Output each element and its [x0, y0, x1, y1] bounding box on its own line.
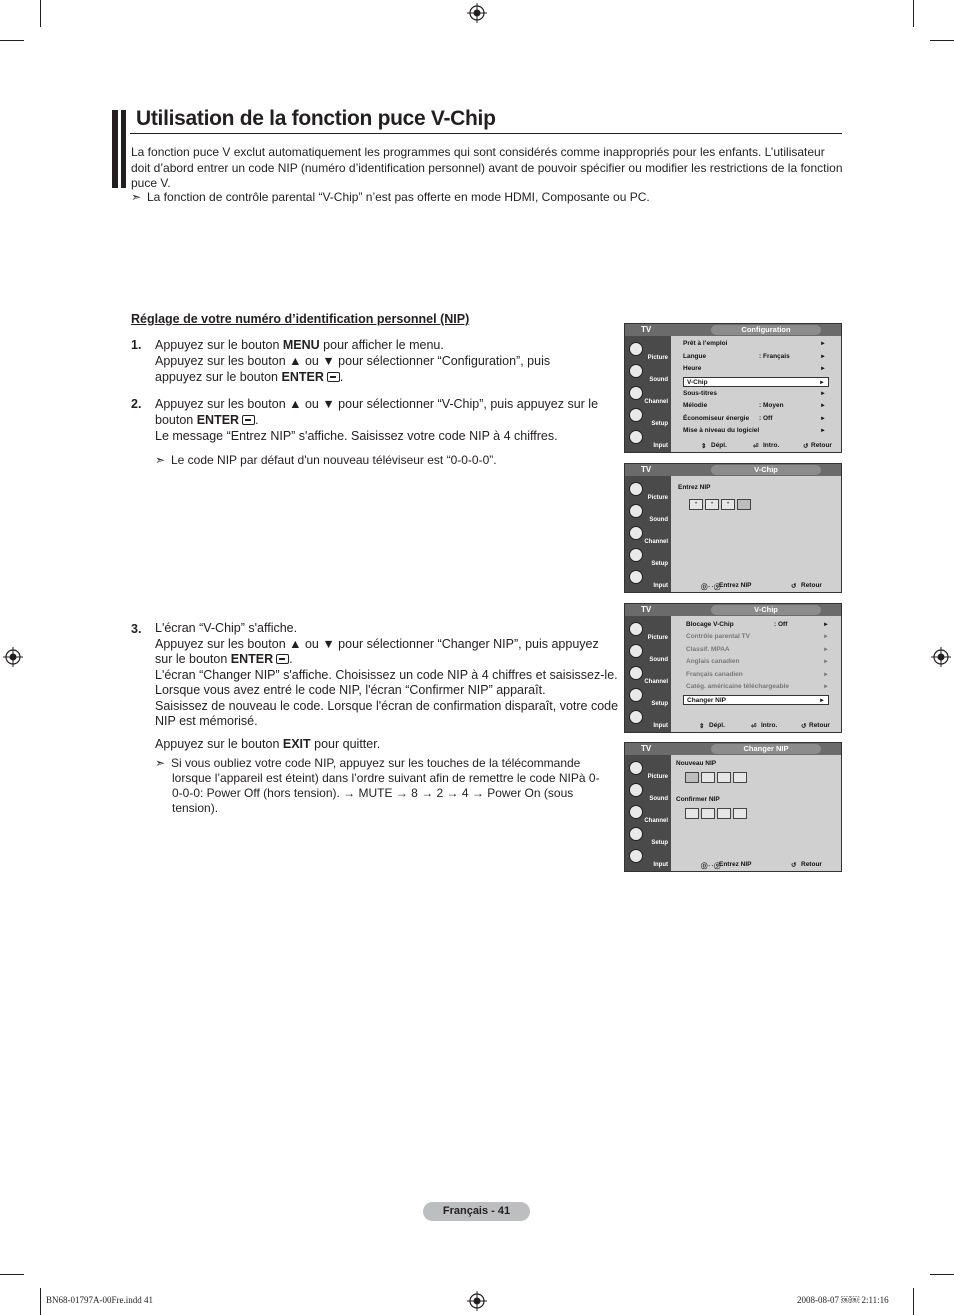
picture-icon: [629, 482, 643, 496]
number-keys-icon: ⓪‥⑨: [701, 863, 721, 870]
osd-side-channel: [625, 524, 671, 546]
osd-row-value: : Off: [759, 415, 773, 422]
title-bar-stripe: [118, 110, 121, 188]
osd-confirm-pin-label: Confirmer NIP: [676, 796, 720, 803]
osd-row-label: Langue: [683, 353, 707, 360]
osd-row: [686, 657, 832, 667]
registration-mark-icon: [467, 1291, 487, 1311]
osd-sidebar: [625, 336, 671, 452]
osd-footer: [671, 440, 841, 452]
osd-side-label: Setup: [651, 701, 668, 707]
osd-side-label: Sound: [649, 377, 668, 383]
move-icon: ⇕: [701, 443, 707, 450]
enter-icon: ⏎: [751, 723, 757, 730]
arrow-right-icon: ►: [820, 366, 826, 372]
osd-row-label: Blocage V-Chip: [686, 621, 734, 628]
osd-row-label: Catég. américaine téléchargeable: [686, 683, 789, 690]
osd-side-label: Setup: [651, 561, 668, 567]
step-text: sur le bouton: [155, 652, 231, 666]
page-title: Utilisation de la fonction puce V-Chip: [136, 107, 496, 130]
enter-icon: [327, 372, 340, 382]
osd-side-setup: [625, 406, 671, 428]
osd-side-channel: [625, 803, 671, 825]
arrow-right-icon: ►: [820, 428, 826, 434]
setup-icon: [629, 827, 643, 841]
step-text: Appuyez sur les bouton ▲ ou ▼ pour sélectionner “Configuration”, puis: [155, 354, 551, 368]
osd-row-label: Mise à niveau du logiciel: [683, 427, 760, 434]
osd-sidebar: [625, 476, 671, 592]
osd-side-setup: [625, 825, 671, 847]
osd-row: [686, 645, 832, 655]
step-1: [131, 337, 621, 385]
input-icon: [629, 430, 643, 444]
input-icon: [629, 849, 643, 863]
osd-footer: [671, 859, 841, 871]
osd-side-channel: [625, 664, 671, 686]
osd-foot-back: Retour: [811, 442, 832, 449]
pin-digit: *: [721, 499, 735, 510]
setup-icon: [629, 548, 643, 562]
osd-side-sound: [625, 502, 671, 524]
osd-main: [671, 755, 841, 860]
osd-foot-enter: Entrez NIP: [719, 582, 752, 589]
osd-side-label: Picture: [647, 774, 668, 780]
number-keys-icon: ⓪‥⑨: [701, 584, 721, 591]
arrow-right-icon: ►: [823, 684, 829, 690]
osd-header: Configuration: [711, 325, 821, 335]
osd-change-pin: [624, 742, 842, 872]
channel-icon: [629, 805, 643, 819]
sound-icon: [629, 783, 643, 797]
step-text: .: [255, 413, 259, 427]
enter-icon: [276, 654, 289, 664]
step-text: pour afficher le menu.: [319, 338, 444, 352]
osd-foot-move: Dépl.: [709, 722, 725, 729]
osd-side-label: Setup: [651, 840, 668, 846]
step-text: .: [339, 370, 344, 384]
setup-icon: [629, 688, 643, 702]
pin-digit: [733, 772, 747, 783]
confirm-pin-entry: [685, 808, 747, 819]
input-icon: [629, 710, 643, 724]
picture-icon: [629, 761, 643, 775]
return-icon: ↺: [803, 443, 809, 450]
osd-row-label: V-Chip: [687, 379, 708, 386]
title-rule: [130, 133, 842, 134]
enter-icon: [242, 415, 255, 425]
arrow-right-icon: ►: [820, 403, 826, 409]
osd-header: Changer NIP: [711, 744, 821, 754]
registration-mark-icon: [467, 3, 487, 23]
osd-row: [683, 414, 829, 424]
osd-row-label: Changer NIP: [687, 697, 727, 704]
osd-side-sound: [625, 781, 671, 803]
setup-icon: [629, 408, 643, 422]
osd-tv-label: TV: [641, 465, 652, 474]
osd-foot-back: Retour: [801, 582, 822, 589]
osd-footer: [671, 580, 841, 592]
arrow-right-icon: ►: [823, 672, 829, 678]
arrow-right-icon: ►: [820, 341, 826, 347]
osd-row-selected: [683, 695, 829, 705]
osd-side-label: Sound: [649, 517, 668, 523]
osd-side-label: Input: [653, 723, 668, 729]
step-text: Le message “Entrez NIP” s'affiche. Saisissez votre code NIP à 4 chiffres.: [155, 429, 558, 443]
move-icon: ⇕: [699, 723, 705, 730]
crop-mark: [40, 1288, 41, 1315]
step-text: bouton: [155, 413, 197, 427]
osd-side-picture: [625, 480, 671, 502]
return-icon: ↺: [801, 723, 807, 730]
channel-icon: [629, 526, 643, 540]
osd-row: [683, 364, 829, 374]
osd-row-label: Économiseur énergie: [683, 415, 750, 422]
pin-digit: [701, 772, 715, 783]
osd-row-label: Contrôle parental TV: [686, 633, 750, 640]
osd-row: [683, 426, 829, 436]
osd-side-channel: [625, 384, 671, 406]
osd-row-label: Sous-titres: [683, 390, 717, 397]
osd-header: V-Chip: [711, 605, 821, 615]
osd-row: [686, 682, 832, 692]
enter-icon: ⏎: [753, 443, 759, 450]
note-text: Si vous oubliez votre code NIP, appuyez sur les touches de la télécommande lorsque l’appareil est éteint) dans l’ordre suivant afin de remettre le code NIPà 0-0-0-0: Power Off (hors tension). → MUTE → 8 → 2 → 4 → Power On (sous tension).: [171, 756, 600, 815]
note-forgot-pin: [155, 756, 605, 816]
note-text: La fonction de contrôle parental “V-Chip” n’est pas offerte en mode HDMI, Composante ou PC.: [147, 190, 650, 204]
osd-side-label: Channel: [644, 818, 668, 824]
step-text: Appuyez sur les bouton ▲ ou ▼ pour sélectionner “V-Chip”, puis appuyez sur le: [155, 397, 599, 411]
osd-side-picture: [625, 340, 671, 362]
crop-mark: [913, 0, 914, 27]
menu-key: MENU: [282, 338, 320, 352]
note-hdmi: [131, 190, 650, 205]
osd-side-label: Picture: [647, 635, 668, 641]
arrow-right-icon: ►: [819, 380, 825, 386]
osd-foot-back: Retour: [801, 861, 822, 868]
osd-side-label: Channel: [644, 399, 668, 405]
crop-mark: [913, 1288, 914, 1315]
arrow-right-icon: ►: [823, 622, 829, 628]
osd-side-input: [625, 428, 671, 450]
step-text: Appuyez sur les bouton ▲ ou ▼ pour sélectionner “Changer NIP”, puis appuyez: [155, 636, 599, 651]
osd-row-value: : Français: [759, 353, 790, 360]
osd-tv-label: TV: [641, 325, 652, 334]
osd-row: [683, 339, 829, 349]
slug-date: 2008-08-07 ￼￼ 2:11:16: [797, 1295, 889, 1305]
osd-row-label: Mélodie: [683, 402, 708, 409]
osd-row: [686, 620, 832, 630]
step-text: Lorsque vous avez entré le code NIP, l'écran “Confirmer NIP” apparaît.: [155, 683, 546, 697]
step-2: [131, 396, 621, 444]
osd-sidebar: [625, 616, 671, 732]
new-pin-entry: [685, 772, 747, 783]
osd-row-label: Prêt à l’emploi: [683, 340, 728, 347]
picture-icon: [629, 622, 643, 636]
osd-side-picture: [625, 620, 671, 642]
pin-digit: *: [689, 499, 703, 510]
osd-foot-back: Retour: [809, 722, 830, 729]
osd-side-sound: [625, 642, 671, 664]
pin-entry: [689, 499, 751, 510]
enter-key: ENTER: [196, 413, 240, 427]
crop-mark: [930, 1274, 954, 1275]
pin-digit-current: [685, 772, 699, 783]
osd-side-label: Sound: [649, 796, 668, 802]
osd-vchip-pin: [624, 463, 842, 593]
osd-side-label: Picture: [647, 355, 668, 361]
note-text: Le code NIP par défaut d'un nouveau téléviseur est “0-0-0-0”.: [171, 453, 497, 467]
step-text: Appuyez sur le bouton: [155, 338, 283, 352]
osd-footer: [671, 720, 841, 732]
sound-icon: [629, 364, 643, 378]
osd-row: [683, 389, 829, 399]
osd-foot-enter: Intro.: [763, 442, 780, 449]
intro-paragraph: La fonction puce V exclut automatiquement les programmes qui sont considérés comme inappropriés pour les enfants. L’utilisateur doit d’abord entrer un code NIP (numéro d’identification personnel) avant de pouvoir spécifier ou modifier les restrictions de la fonction puce V.: [131, 145, 843, 190]
enter-key: ENTER: [281, 370, 324, 384]
step-text: Saisissez de nouveau le code. Lorsque l'écran de confirmation disparaît, votre code: [155, 698, 619, 713]
osd-row-label: Anglais canadien: [686, 658, 740, 665]
osd-side-label: Channel: [644, 679, 668, 685]
arrow-right-icon: ►: [823, 647, 829, 653]
osd-row-selected: [683, 377, 829, 387]
osd-row-label: Français canadien: [686, 671, 743, 678]
osd-header: V-Chip: [711, 465, 821, 475]
sound-icon: [629, 504, 643, 518]
note-arrow-icon: ➣: [131, 190, 142, 204]
step-text: appuyez sur le bouton: [155, 370, 282, 384]
enter-key: ENTER: [230, 652, 274, 666]
osd-tv-label: TV: [641, 605, 652, 614]
arrow-right-icon: ►: [820, 416, 826, 422]
step-text: L'écran “V-Chip” s'affiche.: [155, 621, 298, 635]
arrow-right-icon: ►: [820, 354, 826, 360]
osd-side-label: Sound: [649, 657, 668, 663]
osd-main: [671, 336, 841, 441]
registration-mark-icon: [3, 647, 23, 667]
osd-configuration: [624, 323, 842, 453]
osd-row: [686, 632, 832, 642]
osd-row-value: : Moyen: [759, 402, 784, 409]
step-number: 3.: [131, 622, 142, 636]
osd-side-sound: [625, 362, 671, 384]
osd-side-setup: [625, 686, 671, 708]
return-icon: ↺: [791, 862, 797, 869]
step-text: pour quitter.: [310, 736, 381, 751]
picture-icon: [629, 342, 643, 356]
pin-digit-current: [737, 499, 751, 510]
osd-foot-enter: Intro.: [761, 722, 778, 729]
sound-icon: [629, 644, 643, 658]
osd-side-input: [625, 568, 671, 590]
osd-side-label: Setup: [651, 421, 668, 427]
pin-digit: [701, 808, 715, 819]
slug-file: BN68-01797A-00Fre.indd 41: [46, 1295, 153, 1305]
arrow-right-icon: ►: [819, 698, 825, 704]
pin-digit: [733, 808, 747, 819]
step-text: .: [289, 652, 293, 666]
channel-icon: [629, 386, 643, 400]
osd-sidebar: [625, 755, 671, 871]
osd-pin-label: Entrez NIP: [678, 484, 711, 491]
crop-mark: [0, 40, 24, 41]
arrow-right-icon: ►: [823, 659, 829, 665]
return-icon: ↺: [791, 583, 797, 590]
osd-side-setup: [625, 546, 671, 568]
step-number: 1.: [131, 338, 142, 352]
osd-side-label: Channel: [644, 539, 668, 545]
osd-side-label: Input: [653, 862, 668, 868]
crop-mark: [0, 1274, 24, 1275]
osd-side-label: Input: [653, 583, 668, 589]
note-default-pin: [155, 453, 497, 468]
arrow-right-icon: ►: [820, 391, 826, 397]
channel-icon: [629, 666, 643, 680]
osd-side-picture: [625, 759, 671, 781]
section-heading: Réglage de votre numéro d’identification personnel (NIP): [131, 312, 470, 326]
osd-side-label: Picture: [647, 495, 668, 501]
pin-digit: [717, 808, 731, 819]
osd-foot-enter: Entrez NIP: [719, 861, 752, 868]
crop-mark: [930, 40, 954, 41]
osd-side-label: Input: [653, 443, 668, 449]
note-arrow-icon: ➣: [155, 756, 166, 770]
osd-row: [683, 401, 829, 411]
osd-row-label: Heure: [683, 365, 702, 372]
step-text: Appuyez sur le bouton: [155, 736, 283, 751]
osd-row: [683, 352, 829, 362]
osd-foot-move: Dépl.: [711, 442, 727, 449]
osd-new-pin-label: Nouveau NIP: [676, 760, 717, 767]
step-number: 2.: [131, 397, 142, 411]
registration-mark-icon: [931, 647, 951, 667]
arrow-right-icon: ►: [823, 634, 829, 640]
pin-digit: [685, 808, 699, 819]
osd-main: [671, 616, 841, 721]
page-number-badge: Français - 41: [423, 1202, 530, 1221]
osd-row: [686, 670, 832, 680]
osd-row-label: Classif. MPAA: [686, 646, 730, 653]
osd-side-input: [625, 847, 671, 869]
crop-mark: [40, 0, 41, 27]
step-text: L'écran “Changer NIP” s'affiche. Choisissez un code NIP à 4 chiffres et saisissez-le.: [155, 667, 618, 682]
pin-digit: *: [705, 499, 719, 510]
osd-vchip-menu: [624, 603, 842, 733]
osd-tv-label: TV: [641, 744, 652, 753]
osd-row-value: : Off: [774, 621, 788, 628]
osd-main: [671, 476, 841, 581]
step-text: NIP est mémorisé.: [155, 714, 258, 728]
input-icon: [629, 570, 643, 584]
note-arrow-icon: ➣: [155, 453, 166, 467]
pin-digit: [717, 772, 731, 783]
exit-key: EXIT: [282, 736, 311, 751]
step-3: [131, 621, 621, 752]
osd-side-input: [625, 708, 671, 730]
